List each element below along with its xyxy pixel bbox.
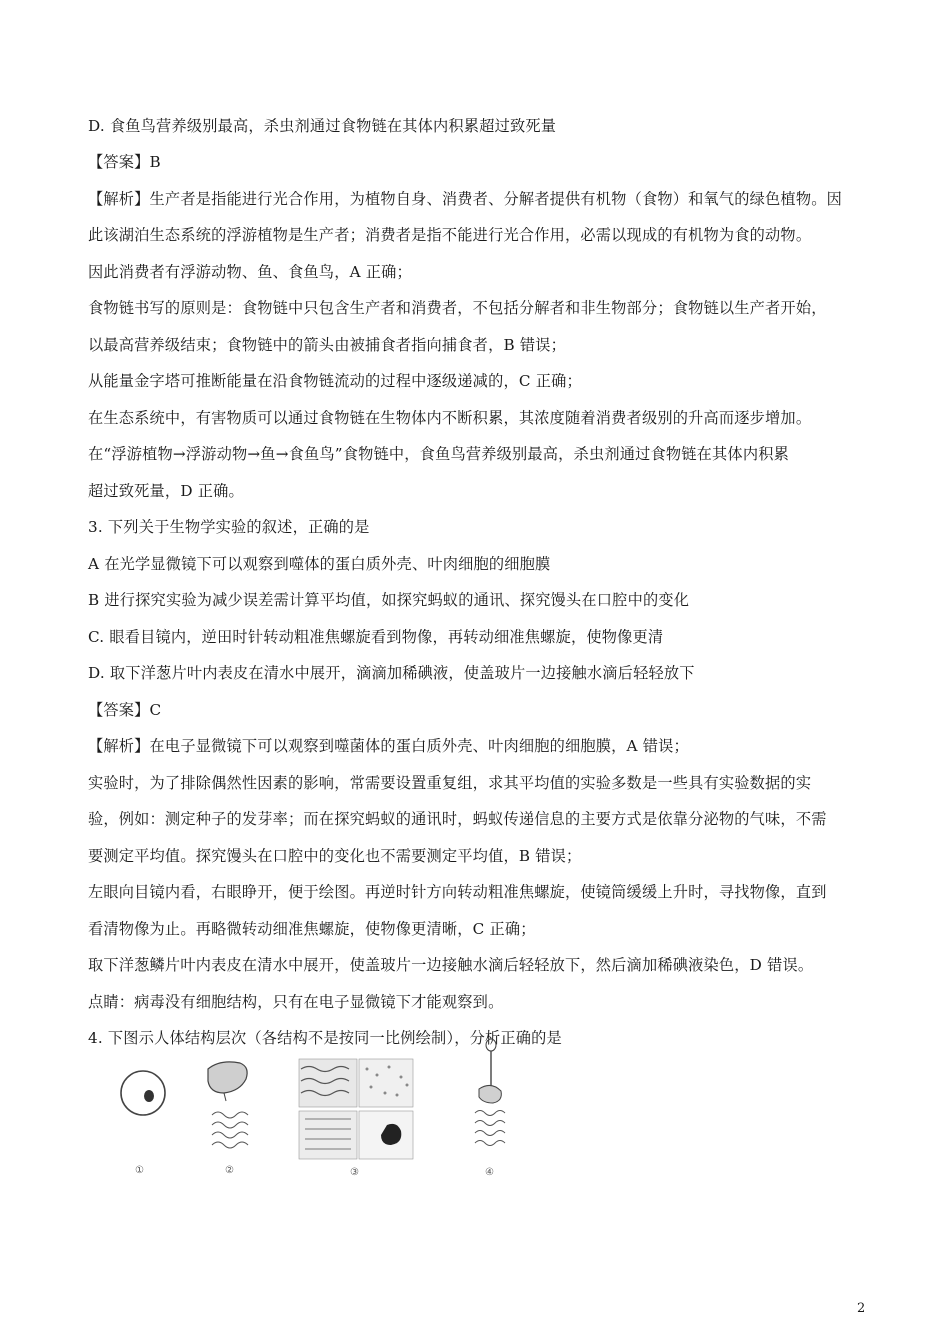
analysis-q2-line6: 从能量金字塔可推断能量在沿食物链流动的过程中逐级递减的，C 正确； [88, 372, 582, 390]
tip-q3: 点睛：病毒没有细胞结构，只有在电子显微镜下才能观察到。 [88, 993, 504, 1011]
option-a-q3: A 在光学显微镜下可以观察到噬体的蛋白质外壳、叶肉细胞的细胞膜 [88, 555, 551, 573]
analysis-q3-line7: 取下洋葱鳞片叶内表皮在清水中展开，使盖玻片一边接触水滴后轻轻放下，然后滴加稀碘液染色，D 错误。 [88, 956, 814, 974]
cell-drawing [113, 1063, 173, 1163]
analysis-q2-line4: 食物链书写的原则是：食物链中只包含生产者和消费者，不包括分解者和非生物部分；食物链以生产者开始， [88, 299, 827, 317]
page-number: 2 [857, 1301, 866, 1316]
analysis-q3-line6: 看清物像为止。再略微转动细准焦螺旋，使物像更清晰，C 正确； [88, 920, 536, 938]
analysis-q2-line9: 超过致死量，D 正确。 [88, 482, 244, 500]
figure-label-1: ① [135, 1165, 144, 1176]
analysis-q2-line1: 【解析】生产者是指能进行光合作用，为植物自身、消费者、分解者提供有机物（食物）和氧气的绿色植物。因 [88, 190, 842, 208]
body-structure-figure [105, 1055, 525, 1190]
option-b-q3: B 进行探究实验为减少误差需计算平均值，如探究蚂蚁的通讯、探究馒头在口腔中的变化 [88, 591, 690, 609]
analysis-q3-line2: 实验时，为了排除偶然性因素的影响，常需要设置重复组，求其平均值的实验多数是一些具有实验数据的实 [88, 774, 812, 792]
analysis-q2-line8: 在“浮游植物→浮游动物→鱼→食鱼鸟”食物链中，食鱼鸟营养级别最高，杀虫剂通过食物链在其体内积累 [88, 445, 789, 463]
figure-label-4: ④ [485, 1167, 494, 1178]
analysis-q2-line7: 在生态系统中，有害物质可以通过食物链在生物体内不断积累，其浓度随着消费者级别的升高而逐步增加。 [88, 409, 812, 427]
question-4-stem: 4. 下图示人体结构层次（各结构不是按同一比例绘制），分析正确的是 [88, 1029, 562, 1047]
analysis-q3-line1: 【解析】在电子显微镜下可以观察到噬菌体的蛋白质外壳、叶肉细胞的细胞膜，A 错误； [88, 737, 689, 755]
figure-label-2: ② [225, 1165, 234, 1176]
analysis-q2-line5: 以最高营养级结束；食物链中的箭头由被捕食者指向捕食者，B 错误； [88, 336, 567, 354]
option-d-q2: D. 食鱼鸟营养级别最高，杀虫剂通过食物链在其体内积累超过致死量 [88, 117, 557, 135]
organ-drawing [200, 1057, 260, 1167]
option-d-q3: D. 取下洋葱片叶内表皮在清水中展开，滴滴加稀碘液，使盖玻片一边接触水滴后轻轻放下 [88, 664, 695, 682]
analysis-q3-line3: 验，例如：测定种子的发芽率；而在探究蚂蚁的通讯时，蚂蚁传递信息的主要方式是依靠分泌物的气味，不需 [88, 810, 827, 828]
analysis-q3-line5: 左眼向目镜内看，右眼睁开，便于绘图。再逆时针方向转动粗准焦螺旋，使镜筒缓缓上升时，寻找物像，直到 [88, 883, 827, 901]
answer-q2: 【答案】B [88, 153, 161, 171]
figure-label-3: ③ [350, 1167, 359, 1178]
analysis-q2-line3: 因此消费者有浮游动物、鱼、食鱼鸟，A 正确； [88, 263, 412, 281]
analysis-q3-line4: 要测定平均值。探究馒头在口腔中的变化也不需要测定平均值，B 错误； [88, 847, 582, 865]
answer-q3: 【答案】C [88, 701, 162, 719]
analysis-q2-line2: 此该湖泊生态系统的浮游植物是生产者；消费者是指不能进行光合作用，必需以现成的有机物为食的动物。 [88, 226, 812, 244]
question-3-stem: 3. 下列关于生物学实验的叙述，正确的是 [88, 518, 370, 536]
tissue-drawing [297, 1055, 417, 1165]
option-c-q3: C. 眼看目镜内，逆田时针转动粗准焦螺旋看到物像，再转动细准焦螺旋，使物像更清 [88, 628, 664, 646]
system-drawing [465, 1037, 515, 1167]
